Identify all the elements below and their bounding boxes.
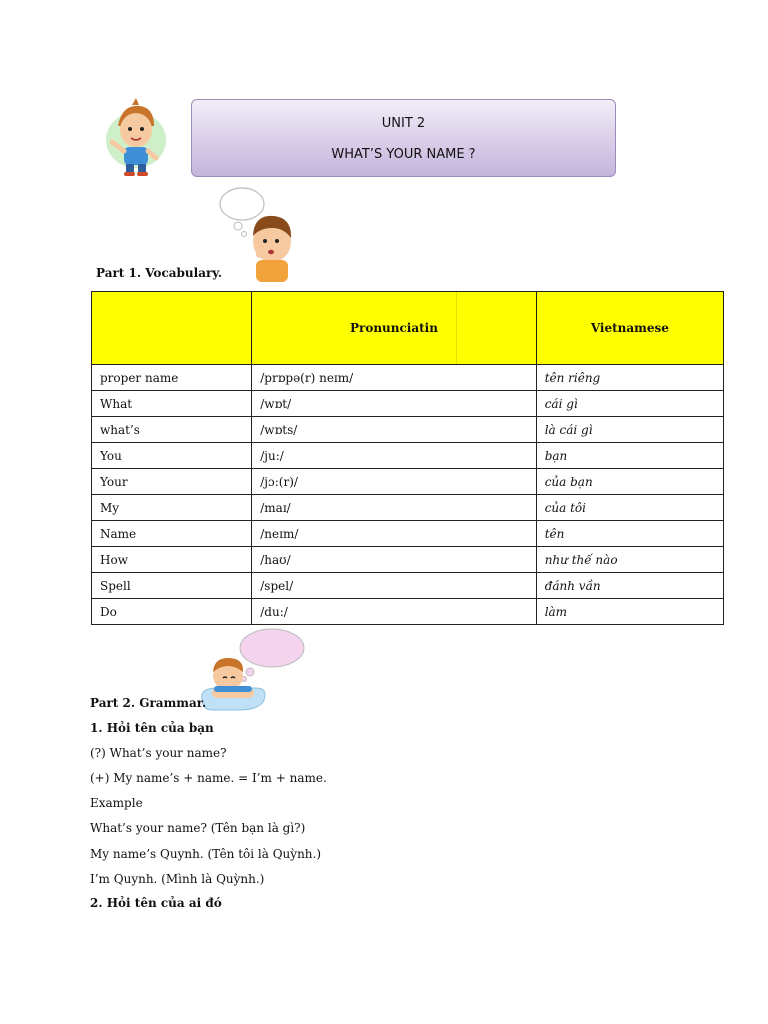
- word-cell: How: [92, 547, 252, 573]
- word-cell: Spell: [92, 573, 252, 599]
- example-answer-1: My name’s Quynh. (Tên tôi là Quỳnh.): [90, 847, 322, 861]
- grammar-subheading-2: 2. Hỏi tên của ai đó: [90, 896, 222, 910]
- pronunciation-cell: /du:/: [252, 599, 536, 625]
- pronunciation-cell: /maɪ/: [252, 495, 536, 521]
- table-row: [92, 365, 724, 391]
- unit-title: WHAT’S YOUR NAME ?: [331, 147, 476, 162]
- pronunciation-cell: /wɒt/: [252, 391, 536, 417]
- vietnamese-cell: của bạn: [536, 469, 723, 495]
- table-row: [92, 495, 724, 521]
- word-cell: Your: [92, 469, 252, 495]
- unit-number: UNIT 2: [381, 116, 426, 131]
- dreaming-boy-illustration: [198, 626, 308, 712]
- pronunciation-cell: /prɒpə(r) neɪm/: [252, 365, 536, 391]
- table-row: [92, 599, 724, 625]
- pronunciation-cell: /ju:/: [252, 443, 536, 469]
- word-cell: Do: [92, 599, 252, 625]
- part2-heading: Part 2. Grammar.: [90, 696, 207, 710]
- word-cell: Name: [92, 521, 252, 547]
- grammar-answer-pattern: (+) My name’s + name. = I’m + name.: [90, 771, 327, 785]
- pronunciation-cell: /wɒts/: [252, 417, 536, 443]
- word-cell: You: [92, 443, 252, 469]
- vietnamese-cell: bạn: [536, 443, 723, 469]
- example-answer-2: I’m Quynh. (Mình là Quỳnh.): [90, 872, 265, 886]
- pronunciation-cell: /spel/: [252, 573, 536, 599]
- table-row: [92, 547, 724, 573]
- word-cell: what’s: [92, 417, 252, 443]
- table-row: [92, 391, 724, 417]
- header-word: [92, 292, 252, 365]
- table-row: [92, 417, 724, 443]
- vietnamese-cell: tên riêng: [536, 365, 723, 391]
- table-row: [92, 469, 724, 495]
- header-vietnamese: Vietnamese: [536, 292, 723, 365]
- unit-title-banner: [191, 99, 616, 177]
- grammar-question-pattern: (?) What’s your name?: [90, 746, 227, 760]
- vocabulary-table: [91, 291, 724, 625]
- grammar-subheading-1: 1. Hỏi tên của bạn: [90, 721, 214, 735]
- vietnamese-cell: của tôi: [536, 495, 723, 521]
- vietnamese-cell: đánh vần: [536, 573, 723, 599]
- table-row: [92, 573, 724, 599]
- pronunciation-cell: /haʊ/: [252, 547, 536, 573]
- vietnamese-cell: như thế nào: [536, 547, 723, 573]
- word-cell: proper name: [92, 365, 252, 391]
- vietnamese-cell: làm: [536, 599, 723, 625]
- word-cell: My: [92, 495, 252, 521]
- example-label: Example: [90, 796, 143, 810]
- word-cell: What: [92, 391, 252, 417]
- vietnamese-cell: là cái gì: [536, 417, 723, 443]
- header-pronunciation: Pronunciatin: [252, 292, 536, 365]
- vietnamese-cell: cái gì: [536, 391, 723, 417]
- pronunciation-cell: /neɪm/: [252, 521, 536, 547]
- table-row: [92, 443, 724, 469]
- header-cell-divider: [456, 292, 457, 364]
- boy-waving-illustration: [92, 96, 174, 178]
- example-question: What’s your name? (Tên bạn là gì?): [90, 821, 306, 835]
- thinking-boy-illustration: [214, 184, 298, 282]
- vietnamese-cell: tên: [536, 521, 723, 547]
- table-header-row: [92, 292, 724, 365]
- pronunciation-cell: /jɔ:(r)/: [252, 469, 536, 495]
- part1-heading: Part 1. Vocabulary.: [96, 266, 223, 280]
- table-row: [92, 521, 724, 547]
